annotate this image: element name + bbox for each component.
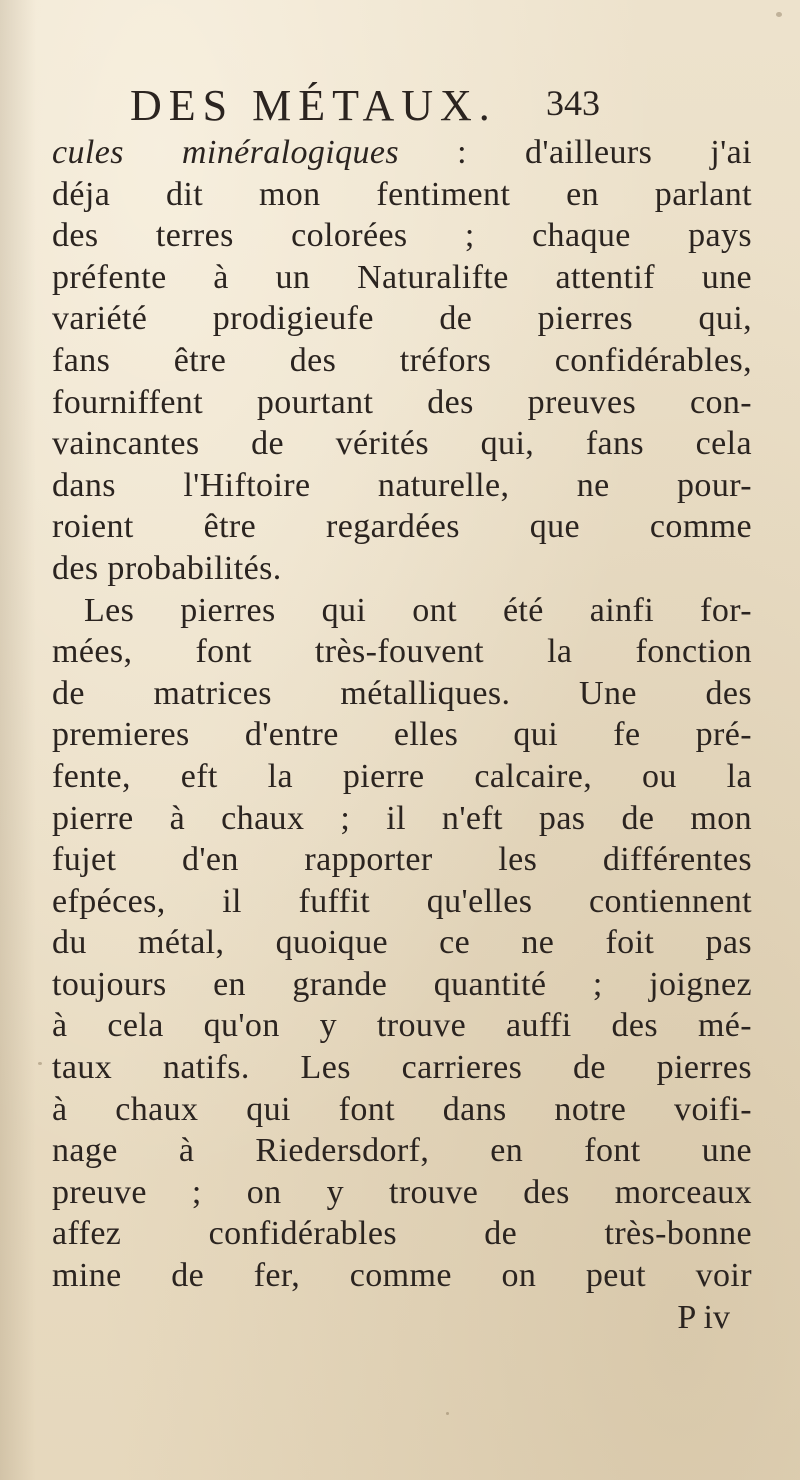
text-line: cules minéralogiques : d'ailleurs j'ai xyxy=(52,134,752,171)
text-line: variété prodigieufe de pierres qui, xyxy=(52,300,752,338)
text-line: nage à Riedersdorf, en font une xyxy=(52,1132,752,1170)
running-title: DES MÉTAUX. xyxy=(130,81,497,130)
text-line: fente, eft la pierre calcaire, ou la xyxy=(52,757,752,795)
text-line: fourniffent pourtant des preuves con- xyxy=(52,383,752,421)
text-line: preuve ; on y trouve des morceaux xyxy=(52,1173,752,1211)
text-line: affez confidérables de très-bonne xyxy=(52,1215,752,1253)
text-line: toujours en grande quantité ; joignez xyxy=(52,965,752,1003)
catchword-row xyxy=(52,1297,752,1339)
text-line: mine de fer, comme on peut voir xyxy=(52,1257,752,1295)
text-line: déja dit mon fentiment en parlant xyxy=(52,175,752,213)
running-head xyxy=(130,80,600,130)
text-line: roient être regardées que comme xyxy=(52,508,752,546)
catchword: P iv xyxy=(677,1298,730,1336)
text-line: de matrices métalliques. Une des xyxy=(52,674,752,712)
text-line: efpéces, il fuffit qu'elles contiennent xyxy=(52,882,752,920)
paper-fleck xyxy=(38,1062,42,1065)
text-line: des probabilités. xyxy=(52,549,282,587)
text-line: Les pierres qui ont été ainfi for- xyxy=(84,591,752,629)
text-line: des terres colorées ; chaque pays xyxy=(52,217,752,255)
text-line: vaincantes de vérités qui, fans cela xyxy=(52,425,752,463)
text-line: dans l'Hiftoire naturelle, ne pour- xyxy=(52,466,752,504)
text-line: premieres d'entre elles qui fe pré- xyxy=(52,716,752,754)
text-line: à cela qu'on y trouve auffi des mé- xyxy=(52,1007,752,1045)
text-line: taux natifs. Les carrieres de pierres xyxy=(52,1049,752,1087)
italic-phrase: cules minéralogiques xyxy=(52,134,400,171)
paper-fleck xyxy=(776,12,782,17)
text-line: fans être des tréfors confidérables, xyxy=(52,341,752,379)
body-text xyxy=(52,132,752,1338)
text-line: à chaux qui font dans notre voifi- xyxy=(52,1090,752,1128)
text-line: fujet d'en rapporter les différentes xyxy=(52,841,752,879)
text-line: mées, font très-fouvent la fonction xyxy=(52,633,752,671)
text-line: du métal, quoique ce ne foit pas xyxy=(52,924,752,962)
text-line: préfente à un Naturalifte attentif une xyxy=(52,258,752,296)
paper-fleck xyxy=(446,1412,449,1415)
text-line: pierre à chaux ; il n'eft pas de mon xyxy=(52,799,752,837)
page-number: 343 xyxy=(546,83,600,123)
